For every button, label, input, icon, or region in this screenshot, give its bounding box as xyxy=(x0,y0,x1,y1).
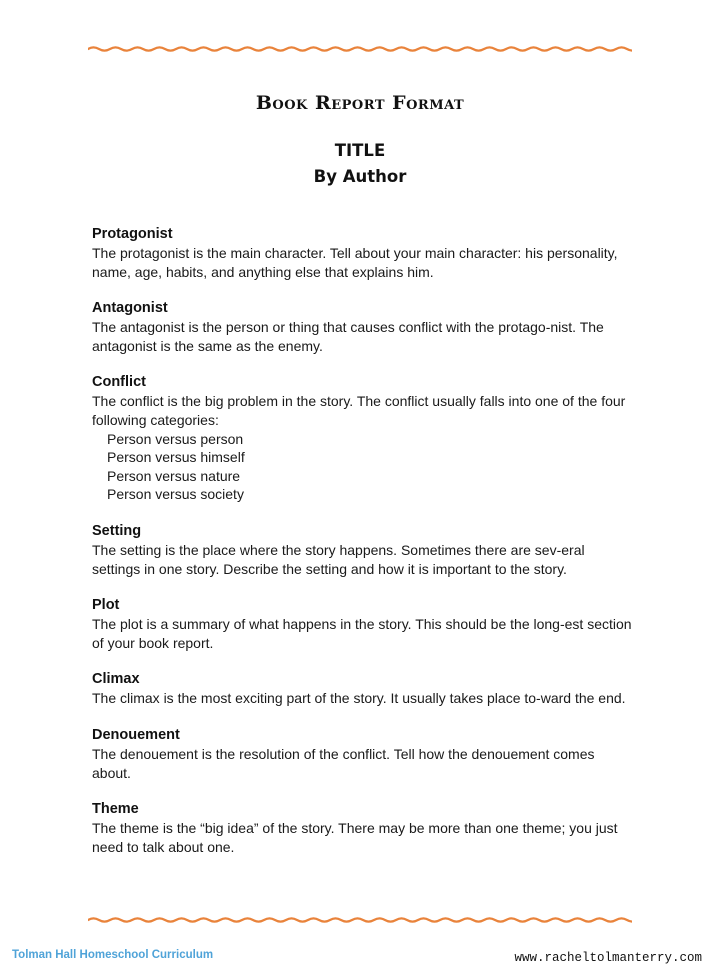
section-heading: Climax xyxy=(92,671,140,688)
section-denouement xyxy=(92,726,632,782)
list-item: Person versus himself xyxy=(107,449,245,466)
section-heading: Conflict xyxy=(92,374,146,391)
top-wave-line xyxy=(88,47,632,50)
section-text: The antagonist is the person or thing that causes conflict with the protago-nist. The antagonist is the same as the enemy. xyxy=(92,319,604,354)
section-text: The theme is the “big idea” of the story. There may be more than one theme; you just need to talk about one. xyxy=(92,820,618,855)
section-heading: Setting xyxy=(92,522,142,539)
report-title: TITLE xyxy=(334,141,386,160)
report-author: By Author xyxy=(313,167,407,186)
section-text: The climax is the most exciting part of the story. It usually takes place to-ward the end. xyxy=(92,690,626,707)
section-heading: Antagonist xyxy=(92,300,168,317)
section-text: The protagonist is the main character. Tell about your main character: his personality, name, age, habits, and anything else that explains him. xyxy=(92,245,618,280)
section-climax xyxy=(92,670,632,708)
bottom-wave-line xyxy=(88,918,632,921)
footer-publisher: Tolman Hall Homeschool Curriculum xyxy=(12,949,214,961)
section-text: The conflict is the big problem in the story. The conflict usually falls into one of the four following categories: xyxy=(92,393,626,428)
section-heading: Theme xyxy=(92,801,139,818)
section-text: The denouement is the resolution of the conflict. Tell how the denouement comes about. xyxy=(92,745,595,781)
section-heading: Denouement xyxy=(92,726,180,743)
list-item: Person versus nature xyxy=(107,467,241,484)
section-theme xyxy=(92,800,632,856)
section-antagonist xyxy=(92,299,632,355)
section-heading: Protagonist xyxy=(92,226,173,242)
section-conflict xyxy=(92,373,632,504)
footer-website: www.racheltolmanterry.com xyxy=(514,951,702,965)
section-text: The setting is the place where the story happens. Sometimes there are sev-eral settings in one story. Describe the setting and how it is important to the story. xyxy=(92,541,585,577)
page-heading: Book Report Format xyxy=(255,92,465,114)
section-setting xyxy=(92,522,632,578)
list-item: Person versus person xyxy=(107,430,244,447)
section-heading: Plot xyxy=(92,597,120,614)
section-protagonist xyxy=(92,225,632,281)
bottom-decorative-border xyxy=(88,913,632,927)
list-item: Person versus society xyxy=(107,486,244,503)
report-sections xyxy=(92,225,632,874)
section-text: The plot is a summary of what happens in the story. This should be the long-est section of your book report. xyxy=(92,616,632,651)
conflict-categories xyxy=(92,430,632,504)
section-plot xyxy=(92,596,632,652)
top-decorative-border xyxy=(88,42,632,56)
